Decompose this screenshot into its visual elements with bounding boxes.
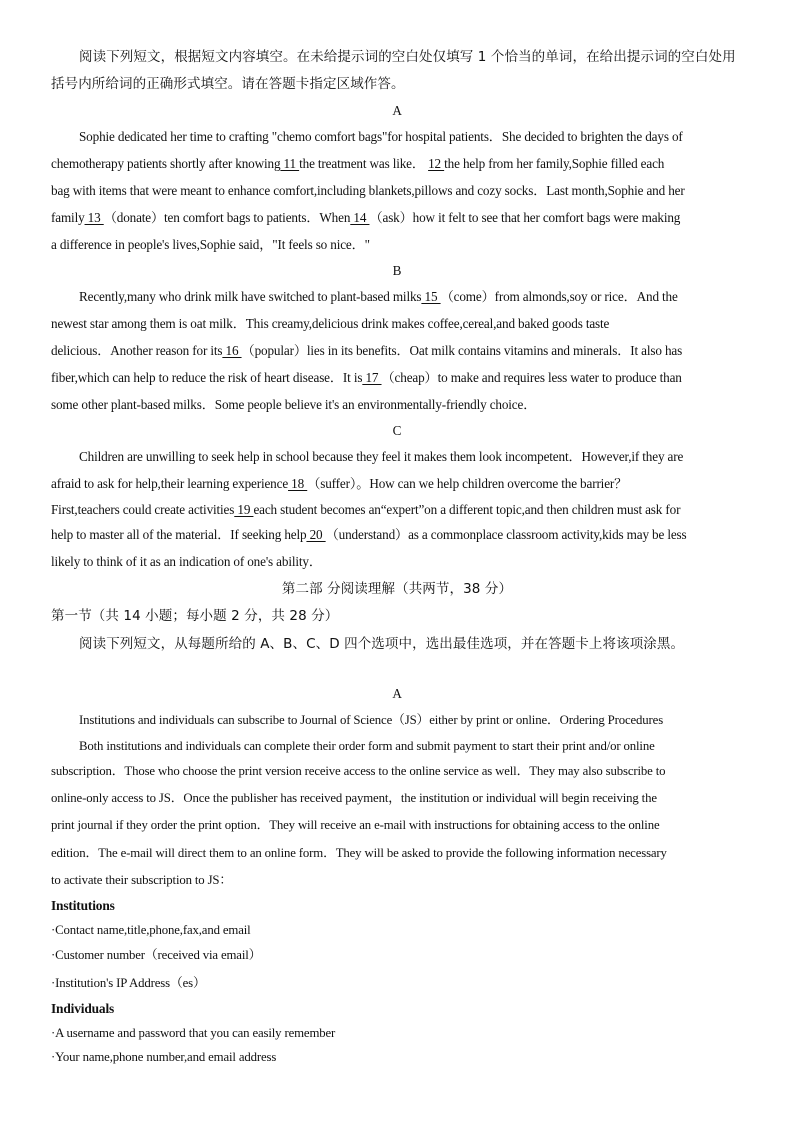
passage-c-line-4: help to master all of the material．If seeking help 20 （understand）as a commonplace classroom activity,kids may be less [51,527,687,542]
blank-14[interactable]: 14 [350,210,370,225]
institutions-item-1: ·Contact name,title,phone,fax,and email [51,923,251,937]
reading-a-line-4: online-only access to JS．Once the publisher has received payment，the institution or individual will begin receiving the [51,791,657,805]
reading-a-heading: A [392,686,402,701]
reading-a-line-1: Institutions and individuals can subscribe to Journal of Science（JS）either by print or online．Ordering Procedures [79,713,664,727]
instructions-line-2: 括号内所给词的正确形式填空。请在答题卡指定区域作答。 [51,76,405,92]
individuals-item-1: ·A username and password that you can easily remember [51,1026,336,1040]
passage-a-line-2: chemotherapy patients shortly after knowing 11 the treatment was like． 12 the help from her family,Sophie filled each [51,156,665,171]
passage-a-line-3: bag with items that were meant to enhance comfort,including blankets,pillows and cozy socks．Last month,Sophie and her [51,183,685,198]
blank-20[interactable]: 20 [306,527,326,542]
section-1-title: 第一节（共 14 小题；每小题 2 分，共 28 分） [51,608,339,624]
individuals-heading: Individuals [51,1001,115,1016]
passage-c-line-2: afraid to ask for help,their learning experience 18 （suffer）。How can we help children overcome the barrier？ [51,476,628,491]
blank-17[interactable]: 17 [362,370,382,385]
blank-15[interactable]: 15 [421,289,441,304]
blank-13[interactable]: 13 [84,210,104,225]
passage-c-line-1: Children are unwilling to seek help in school because they feel it makes them look incompetent．However,if they are [79,449,684,464]
instructions-line-1: 阅读下列短文，根据短文内容填空。在未给提示词的空白处仅填写 1 个恰当的单词，在给出提示词的空白处用 [79,49,736,65]
passage-b-line-1: Recently,many who drink milk have switched to plant-based milks 15 （come）from almonds,soy or rice．And the [79,289,678,304]
reading-a-line-2: Both institutions and individuals can complete their order form and submit payment to start their print and/or online [79,739,655,753]
institutions-heading: Institutions [51,898,115,913]
individuals-item-2: ·Your name,phone number,and email address [51,1050,277,1064]
passage-b-line-5: some other plant-based milks．Some people believe it's an environmentally-friendly choice． [51,397,537,412]
passage-a-line-1: Sophie dedicated her time to crafting "chemo comfort bags"for hospital patients．She decided to brighten the days of [79,129,683,144]
blank-18[interactable]: 18 [288,476,308,491]
passage-c-line-5: likely to think of it as an indication of one's ability． [51,554,322,569]
passage-a-line-5: a difference in people's lives,Sophie said，"It feels so nice．" [51,237,370,252]
passage-b-line-3: delicious．Another reason for its 16 （popular）lies in its benefits．Oat milk contains vitamins and minerals．It also has [51,343,683,358]
institutions-item-2: ·Customer number（received via email） [51,948,262,962]
blank-19[interactable]: 19 [234,502,254,517]
institutions-item-3: ·Institution's IP Address（es） [51,976,206,990]
reading-a-line-6: edition．The e-mail will direct them to an online form．They will be asked to provide the following information necessary [51,846,667,860]
blank-16[interactable]: 16 [222,343,242,358]
passage-a-line-4: family 13 （donate）ten comfort bags to patients．When 14 （ask）how it felt to see that her comfort bags were making [51,210,681,225]
part-2-title: 第二部 分阅读理解（共两节，38 分） [281,581,513,597]
passage-c-line-3: First,teachers could create activities 19 each student becomes an“expert”on a different topic,and then children must ask for [51,502,681,517]
section-1-instructions: 阅读下列短文，从每题所给的 A、B、C、D 四个选项中，选出最佳选项，并在答题卡上将该项涂黑。 [79,636,685,652]
passage-c-heading: C [392,423,402,438]
blank-12[interactable]: 12 [428,156,445,171]
reading-a-line-3: subscription．Those who choose the print version receive access to the online service as well．They may also subscribe to [51,764,666,778]
reading-a-line-5: print journal if they order the print option．They will receive an e-mail with instructions for obtaining access to the online [51,818,660,832]
blank-11[interactable]: 11 [280,156,300,171]
passage-b-line-4: fiber,which can help to reduce the risk of heart disease．It is 17 （cheap）to make and requires less water to produce than [51,370,682,385]
passage-b-line-2: newest star among them is oat milk．This creamy,delicious drink makes coffee,cereal,and baked goods taste [51,316,610,331]
passage-a-heading: A [392,103,402,118]
passage-b-heading: B [392,263,402,278]
reading-a-line-7: to activate their subscription to JS： [51,873,233,887]
